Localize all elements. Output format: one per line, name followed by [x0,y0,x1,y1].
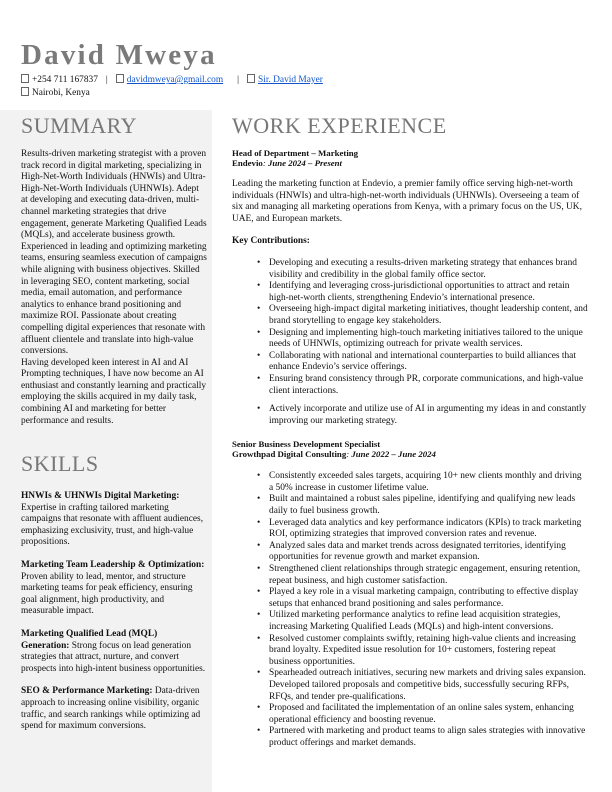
separator: | [237,75,240,85]
bullet: • Analyzed sales data and market trends across designated territories, identifying opportunities for revenue growth and market expansion. [232,541,588,564]
bullet: • Utilized marketing performance analytics to refine lead acquisition strategies, increasing Marketing Qualified Leads (MQLs) and high-intent conversions. [232,610,588,633]
summary-text: Results-driven marketing strategist with a proven track record in digital marketing, specializing in High-Net-Worth Individuals (HNWIs) and Ultra-High-Net-Worth Individuals (UHNWIs). Adept at developing and executing data-driven, multi-channel marketing strategies that drive engagement, generate Marketing Qualified Leads (MQLs), and accelerate business growth. Experienced in leading and optimizing marketing teams, ensuring seamless execution of campaigns while aligning with business objectives. Skilled in leveraging SEO, content marketing, social media, email automation, and performance analytics to enhance brand positioning and maximize ROI. Passionate about creating compelling digital experiences that resonate with affluent clientele and translate into high-value conversions. [21,149,207,357]
bullet: • Spearheaded outreach initiatives, securing new markets and driving sales expansion. Developed tailored proposals and competitive bids, successfully securing RFPs, RFQs, and tender pre-qualifications. [232,668,588,703]
location: Nairobi, Kenya [32,88,90,98]
skills-section [21,451,207,733]
linkedin-icon [247,74,255,83]
bullet: • Collaborating with national and international counterparties to build alliances that enhance Endevio’s service offerings. [232,351,588,374]
job-dates: June 2024 – Present [267,158,342,168]
location-icon [21,87,29,96]
email-icon [116,74,124,83]
skill-title: Marketing Team Leadership & Optimization: [21,559,205,570]
work-experience-section [232,113,588,750]
job-bullets [232,471,588,749]
bullet: • Developing and executing a results-driven marketing strategy that enhances brand visibility and credibility in the global family office sector. [232,258,588,281]
phone: +254 711 167837 [32,75,98,85]
job-dates: June 2022 – June 2024 [351,449,436,460]
bullet: • Ensuring brand consistency through PR, corporate communications, and high-value client interactions. [232,374,588,397]
skill-text: Strong focus on lead generation strategies that attract, nurture, and convert prospects into high-intent business opportunities. [21,640,206,674]
bullet: • Partnered with marketing and product teams to align sales strategies with innovative product offerings and market demands. [232,726,588,749]
job-entry: Senior Business Development Specialist Growthpad Digital Consulting: June 2022 – June 2024 • Consistently exceeded sales targets, acquiring 10+ new clients monthly and driving a 50% increase in customer lifetime value. • Built and maintained a robust sales pipeline, identifying and qualifying new leads daily to fuel business growth. • Leveraged data analytics and key performance indicators (KPIs) to track marketing ROI, optimizing strategies that improved conversion rates and revenue. • Analyzed sales data and market trends across designated territories, identifying opportunities for revenue growth and market expansion. • Strengthened client relationships through strategic engagement, ensuring retention, repeat business, and high customer satisfaction. • Played a key role in a visual marketing campaign, contributing to effective display setups that enhanced brand positioning and sales performance. • Utilized marketing performance analytics to refine lead acquisition strategies, increasing Marketing Qualified Leads (MQLs) and high-intent conversions. • Resolved customer complaints swiftly, retaining high-value clients and increasing brand loyalty. Expedited issue resolution for 10+ customers, fostering repeat business opportunities. • Spearheaded outreach initiatives, securing new markets and driving sales expansion. Developed tailored proposals and competitive bids, successfully securing RFPs, RFQs, and tender pre-qualifications. • Proposed and facilitated the implementation of an online sales system, enhancing operational efficiency and boosting revenue. • Partnered with marketing and product teams to align sales strategies with innovative product offerings and market demands. [232,439,588,749]
skills-heading: SKILLS [21,451,99,476]
bullet: • Played a key role in a visual marketing campaign, contributing to effective display setups that enhanced brand positioning and sales performance. [232,587,588,610]
linkedin-link[interactable]: Sir. David Mayer [258,75,323,85]
bullet: • Actively incorporate and utilize use of AI in argumenting my ideas in and constantly improving our marketing strategy. [232,404,588,427]
bullet: • Strengthened client relationships through strategic engagement, ensuring retention, repeat business, and high customer satisfaction. [232,564,588,587]
skill-title: Marketing Qualified Lead (MQL) Generation: [21,628,158,651]
job-intro: Leading the marketing function at Endevio, a premier family office serving high-net-worth individuals (HNWIs) and ultra-high-net-worth individuals (UHNWIs). Overseeing a team of six and managing all marketing operations from Kenya, with a primary focus on the US, UK, UAE, and European markets. [232,179,582,224]
job-title: Senior Business Development Specialist [232,439,381,450]
bullet: • Designing and implementing high-touch marketing initiatives tailored to the unique needs of UHNWIs, optimizing outreach for private wealth services. [232,328,588,351]
candidate-name: David Mweya [21,39,217,71]
separator: | [105,75,108,85]
bullet: • Built and maintained a robust sales pipeline, identifying and qualifying new leads daily to fuel business growth. [232,494,588,517]
job-title: Head of Department – Marketing [232,148,359,158]
bullet: • Identifying and leveraging cross-jurisdictional opportunities to attract and retain high-net-worth clients, strengthening Endevio’s international presence. [232,281,588,304]
bullet: • Leveraged data analytics and key performance indicators (KPIs) to track marketing ROI, optimizing strategies that improved conversion rates and revenue. [232,518,588,541]
bullet: • Overseeing high-impact digital marketing initiatives, thought leadership content, and brand storytelling to engage key stakeholders. [232,304,588,327]
bullet: • Consistently exceeded sales targets, acquiring 10+ new clients monthly and driving a 50% increase in customer lifetime value. [232,471,588,494]
summary-heading: SUMMARY [21,113,137,138]
skill-text: Data-driven approach to increasing online visibility, organic traffic, and search rankings while optimizing ad spend for maximum conversions. [21,686,201,732]
job-company: Growthpad Digital Consulting [232,449,347,460]
skill-title: SEO & Performance Marketing: [21,686,153,697]
job-bullets [232,258,588,427]
skill-text: Proven ability to lead, mentor, and structure marketing teams for peak efficiency, ensuring goal alignment, high productivity, and measurable impact. [21,571,193,617]
contributions-label: Key Contributions: [232,236,310,247]
summary-section [21,113,207,427]
contact-info [21,74,323,100]
skill-title: HNWIs & UHNWIs Digital Marketing: [21,491,180,501]
skill-item [21,560,207,618]
email-link[interactable]: davidmweya@gmail.com [126,75,224,85]
work-heading: WORK EXPERIENCE [232,113,447,138]
skill-text: Expertise in crafting tailored marketing campaigns that resonate with affluent audiences, emphasizing exclusivity, trust, and high-value propositions. [21,502,204,548]
bullet: • Proposed and facilitated the implementation of an online sales system, enhancing operational efficiency and boosting revenue. [232,703,588,726]
job-company: Endevio [232,158,263,168]
skill-item [21,491,207,549]
skill-item [21,686,207,732]
phone-icon [21,74,29,83]
job-entry: Head of Department – Marketing Endevio: June 2024 – Present Leading the marketing function at Endevio, a premier family office serving high-net-worth individuals (HNWIs) and ultra-high-net-worth individuals (UHNWIs). Overseeing a team of six and managing all marketing operations from Kenya, with a primary focus on the US, UK, UAE, and European markets. Key Contributions: • Developing and executing a results-driven marketing strategy that enhances brand visibility and credibility in the global family office sector. • Identifying and leveraging cross-jurisdictional opportunities to attract and retain high-net-worth clients, strengthening Endevio’s international presence. • Overseeing high-impact digital marketing initiatives, thought leadership content, and brand storytelling to engage key stakeholders. • Designing and implementing high-touch marketing initiatives tailored to the unique needs of UHNWIs, optimizing outreach for private wealth services. • Collaborating with national and international counterparties to build alliances that enhance Endevio’s service offerings. • Ensuring brand consistency through PR, corporate communications, and high-value client interactions. • Actively incorporate and utilize use of AI in argumenting my ideas in and constantly improving our marketing strategy. [232,148,588,427]
skill-item [21,629,207,675]
bullet: • Resolved customer complaints swiftly, retaining high-value clients and increasing brand loyalty. Expedited issue resolution for 10+ customers, fostering repeat business opportunities. [232,634,588,669]
summary-text-ai: Having developed keen interest in AI and AI Prompting techniques, I have now become an AI enthusiast and constantly learning and practically employing the skills acquired in my daily task, combining AI and marketing for better performance and results. [21,357,207,426]
